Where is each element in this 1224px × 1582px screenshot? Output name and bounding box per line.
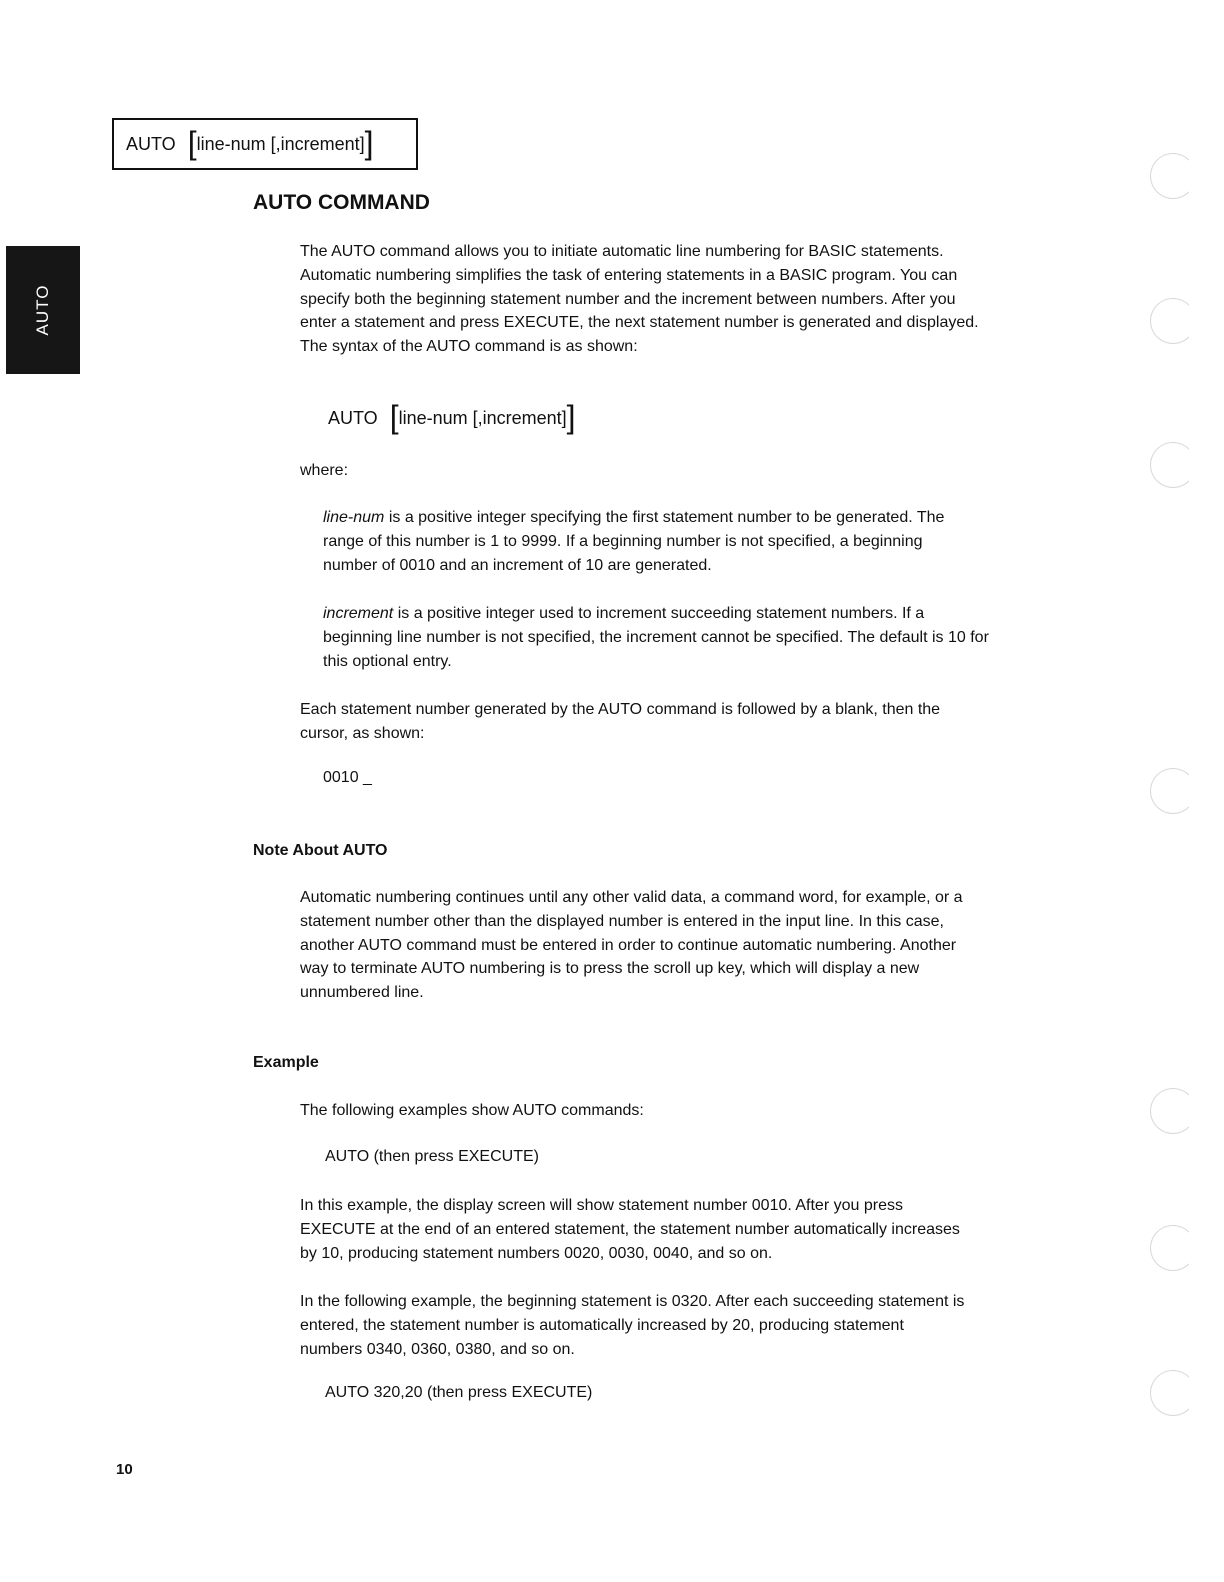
example-2-command: AUTO 320,20 (then press EXECUTE) xyxy=(325,1384,593,1401)
binder-hole-mark xyxy=(1150,1088,1196,1134)
param-increment xyxy=(323,602,991,673)
syntax-box-args: line-num [,increment] xyxy=(196,133,365,154)
syntax-box xyxy=(112,118,418,170)
syntax-line-open-bracket: [ xyxy=(389,399,399,435)
example-2-paragraph: In the following example, the beginning statement is 0320. After each succeeding statement is entered, the statement number is automatically increased by 20, producing statement numbers 0340, 0360, 0380, and so on. xyxy=(300,1293,965,1358)
param-description: is a positive integer specifying the first statement number to be generated. The range of this number is 1 to 9999. If a beginning number is not specified, a beginning number of 0010 and an increment of 10 are generated. xyxy=(323,509,945,574)
example-heading: Example xyxy=(253,1054,319,1071)
param-description: is a positive integer used to increment succeeding statement numbers. If a beginning line number is not specified, the increment cannot be specified. The default is 10 for this optional entry. xyxy=(323,605,989,670)
param-line-num xyxy=(323,506,978,577)
note-paragraph: Automatic numbering continues until any other valid data, a command word, for example, or a statement number other than the displayed number is entered in the input line. In this case, another AUTO command must be entered in order to continue automatic numbering. Another way to terminate AUTO numbering is to press the scroll up key, which will display a new unnumbered line. xyxy=(300,889,963,1002)
binder-hole-mark xyxy=(1150,1370,1196,1416)
syntax-line-args: line-num [,increment] xyxy=(398,407,567,428)
example-1-command: AUTO (then press EXECUTE) xyxy=(325,1148,539,1165)
intro-paragraph: The AUTO command allows you to initiate automatic line numbering for BASIC statements. Automatic numbering simplifies the task of entering statements in a BASIC program. You can specify both the beginning statement number and the increment between numbers. After you enter a statement and press EXECUTE, the next statement number is generated and displayed. The syntax of the AUTO command is as shown: xyxy=(300,243,979,356)
binder-hole-mark xyxy=(1150,153,1196,199)
binder-hole-mark xyxy=(1150,768,1196,814)
syntax-line-close-bracket: ] xyxy=(566,399,576,435)
syntax-box-command: AUTO xyxy=(126,133,176,154)
where-label: where: xyxy=(300,462,349,479)
syntax-box-open-bracket: [ xyxy=(187,125,197,161)
binder-hole-mark xyxy=(1150,442,1196,488)
param-term: increment xyxy=(323,605,394,622)
syntax-line xyxy=(328,399,576,435)
each-statement-paragraph: Each statement number generated by the AUTO command is followed by a blank, then the cursor, as shown: xyxy=(300,701,941,742)
binder-hole-mark xyxy=(1150,298,1196,344)
example-intro: The following examples show AUTO commands: xyxy=(300,1102,644,1119)
example-1-paragraph: In this example, the display screen will show statement number 0010. After you press EXECUTE at the end of an entered statement, the statement number automatically increases by 10, producing statement numbers 0020, 0030, 0040, and so on. xyxy=(300,1197,960,1262)
syntax-box-close-bracket: ] xyxy=(364,125,374,161)
side-tab xyxy=(6,246,80,374)
syntax-line-command: AUTO xyxy=(328,407,378,428)
binder-hole-mark xyxy=(1150,1225,1196,1271)
note-heading: Note About AUTO xyxy=(253,842,388,859)
side-tab-label: AUTO xyxy=(33,284,52,336)
page-title: AUTO COMMAND xyxy=(253,191,430,214)
param-term: line-num xyxy=(323,509,385,526)
page-number: 10 xyxy=(116,1461,133,1478)
cursor-example: 0010 _ xyxy=(323,769,372,786)
